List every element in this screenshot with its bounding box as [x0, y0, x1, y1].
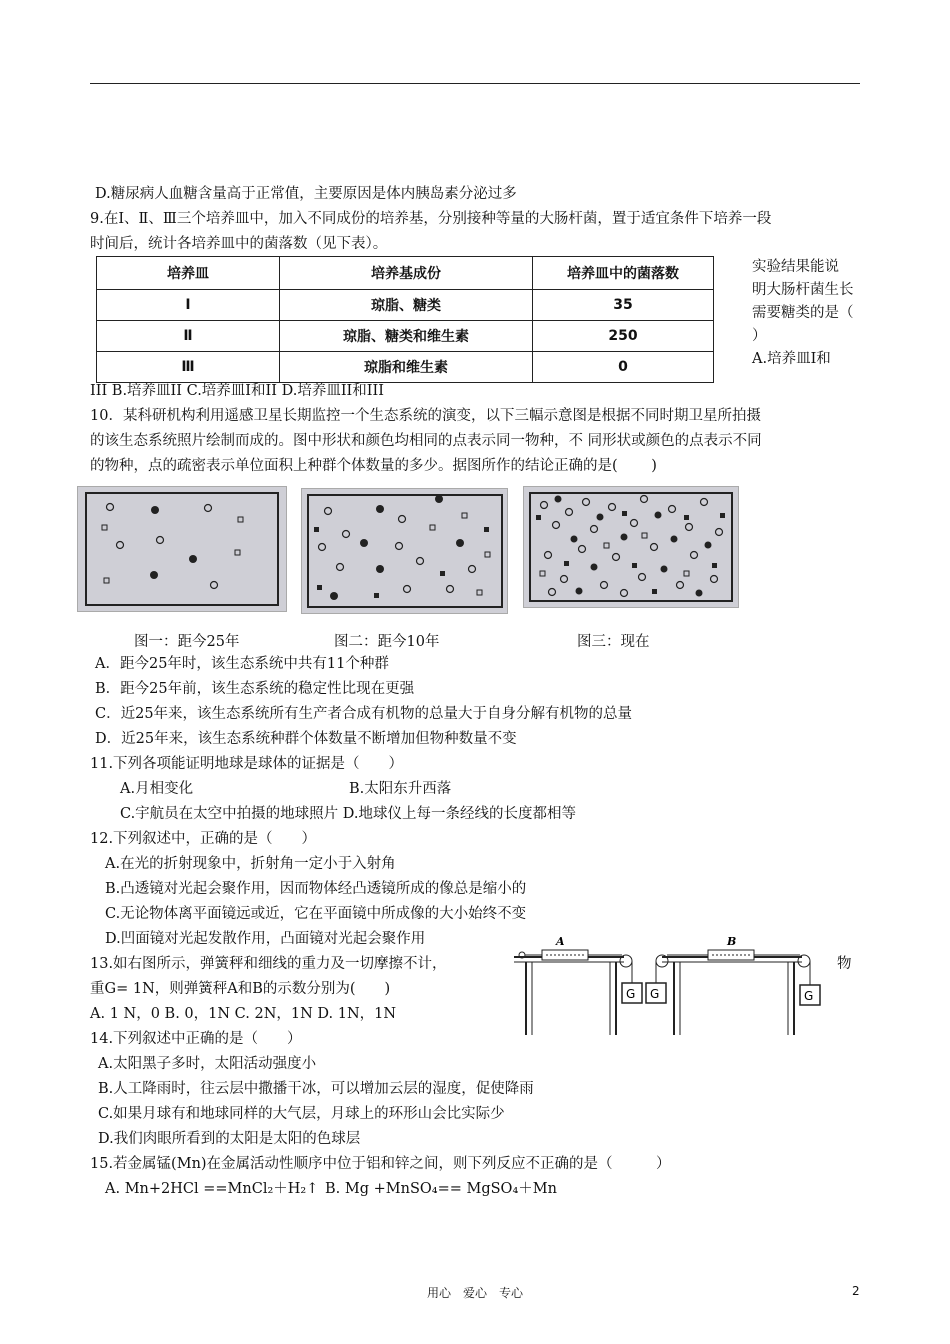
q10-stem-1: 10．某科研机构利用遥感卫星长期监控一个生态系统的演变，以下三幅示意图是根据不同时期卫星所拍摄 — [90, 408, 761, 424]
table-cell: 琼脂、糖类和维生素 — [280, 321, 533, 352]
q12-option-a: A.在光的折射现象中，折射角一定小于入射角 — [105, 856, 396, 872]
figure-3-now — [523, 486, 739, 608]
q9-stem-2: 时间后，统计各培养皿中的菌落数（见下表）。 — [90, 236, 388, 252]
weight-label: G — [626, 987, 636, 1001]
q9-side-text: 实验结果能说 明大肠杆菌生长 需要糖类的是（ ） A.培养皿Ⅰ和 — [752, 259, 854, 367]
table-cell: 琼脂和维生素 — [280, 352, 533, 383]
q12-option-b: B.凸透镜对光起会聚作用，因而物体经凸透镜所成的像总是缩小的 — [105, 881, 527, 897]
q10-option-d: D．近25年来，该生态系统种群个体数量不断增加但物种数量不变 — [95, 731, 517, 747]
q10-stem-2: 的该生态系统照片绘制而成的。图中形状和颜色均相同的点表示同一物种，不 同形状或颜色的点表示不同 — [90, 433, 762, 449]
scale-label-b: B — [727, 935, 737, 948]
q11-stem: 11.下列各项能证明地球是球体的证据是（ ） — [90, 756, 404, 772]
table-cell: 250 — [533, 321, 714, 352]
culture-table — [96, 256, 714, 383]
q13-stem-wu: 物 — [837, 956, 852, 972]
q14-option-a: A.太阳黑子多时，太阳活动强度小 — [98, 1056, 317, 1072]
q14-option-b: B.人工降雨时，往云层中撒播干冰，可以增加云层的湿度，促使降雨 — [98, 1081, 534, 1097]
q10-stem-3: 的物种，点的疏密表示单位面积上种群个体数量的多少。据图所作的结论正确的是( ) — [90, 458, 657, 474]
q13-options: A. 1 N，0 B. 0，1N C. 2N，1N D. 1N，1N — [90, 1006, 397, 1022]
q14-option-c: C.如果月球有和地球同样的大气层，月球上的环形山会比实际少 — [98, 1106, 505, 1122]
q11-options-cd: C.宇航员在太空中拍摄的地球照片 D.地球仪上每一条经线的长度都相等 — [120, 806, 577, 822]
table-cell: Ⅲ — [97, 352, 280, 383]
caption-figure-3: 图三：现在 — [577, 634, 650, 650]
q14-option-d: D.我们肉眼所看到的太阳是太阳的色球层 — [98, 1131, 361, 1147]
header-rule — [90, 83, 860, 84]
page-number: 2 — [852, 1284, 860, 1298]
q15-stem: 15.若金属锰(Mn)在金属活动性顺序中位于铝和锌之间，则下列反应不正确的是（ ） — [90, 1156, 671, 1172]
footer-motto: 用心 爱心 专心 — [426, 1286, 523, 1300]
table-header: 培养基成份 — [280, 257, 533, 290]
caption-figure-1: 图一：距今25年 — [134, 634, 240, 650]
table-row — [97, 352, 714, 383]
q12-option-c: C.无论物体离平面镜远或近，它在平面镜中所成像的大小始终不变 — [105, 906, 527, 922]
table-cell: 琼脂、糖类 — [280, 290, 533, 321]
table-header: 培养皿 — [97, 257, 280, 290]
q10-option-a: A．距今25年时，该生态系统中共有11个种群 — [95, 656, 389, 672]
table-cell: Ⅰ — [97, 290, 280, 321]
q11-option-a: A.月相变化 — [120, 781, 194, 797]
q13-stem-2: 重G= 1N，则弹簧秤A和B的示数分别为( ) — [90, 981, 391, 997]
table-header: 培养皿中的菌落数 — [533, 257, 714, 290]
spring-scale-diagram — [512, 935, 827, 1037]
caption-figure-2: 图二：距今10年 — [334, 634, 440, 650]
table-cell: Ⅱ — [97, 321, 280, 352]
table-cell: 0 — [533, 352, 714, 383]
q13-stem-1: 13.如右图所示，弹簧秤和细线的重力及一切摩擦不计， — [90, 956, 447, 972]
q9-options: III B.培养皿II C.培养皿Ⅰ和II D.培养皿II和III — [90, 383, 384, 399]
figure-2-10-years-ago — [301, 488, 508, 614]
scale-label-a: A — [556, 935, 565, 948]
q10-option-b: B．距今25年前，该生态系统的稳定性比现在更强 — [95, 681, 415, 697]
figure-1-25-years-ago — [77, 486, 287, 612]
q12-option-d: D.凹面镜对光起发散作用，凸面镜对光起会聚作用 — [105, 931, 426, 947]
q8-option-d: D.糖尿病人血糖含量高于正常值，主要原因是体内胰岛素分泌过多 — [95, 186, 517, 202]
q15-option-b: B. Mg +MnSO₄== MgSO₄＋Mn — [325, 1181, 557, 1197]
q11-option-b: B.太阳东升西落 — [349, 781, 452, 797]
table-row — [97, 321, 714, 352]
q12-stem: 12.下列叙述中，正确的是（ ） — [90, 831, 317, 847]
weight-label: G — [804, 989, 814, 1003]
q10-option-c: C．近25年来，该生态系统所有生产者合成有机物的总量大于自身分解有机物的总量 — [95, 706, 633, 722]
q14-stem: 14.下列叙述中正确的是（ ） — [90, 1031, 302, 1047]
q9-stem-1: 9.在Ⅰ、Ⅱ、Ⅲ三个培养皿中，加入不同成份的培养基，分别接种等量的大肠杆菌，置于适宜条件下培养一段 — [90, 211, 772, 227]
weight-label: G — [650, 987, 660, 1001]
table-row — [97, 290, 714, 321]
q15-option-a: A. Mn+2HCl ==MnCl₂＋H₂↑ — [105, 1181, 319, 1197]
table-cell: 35 — [533, 290, 714, 321]
